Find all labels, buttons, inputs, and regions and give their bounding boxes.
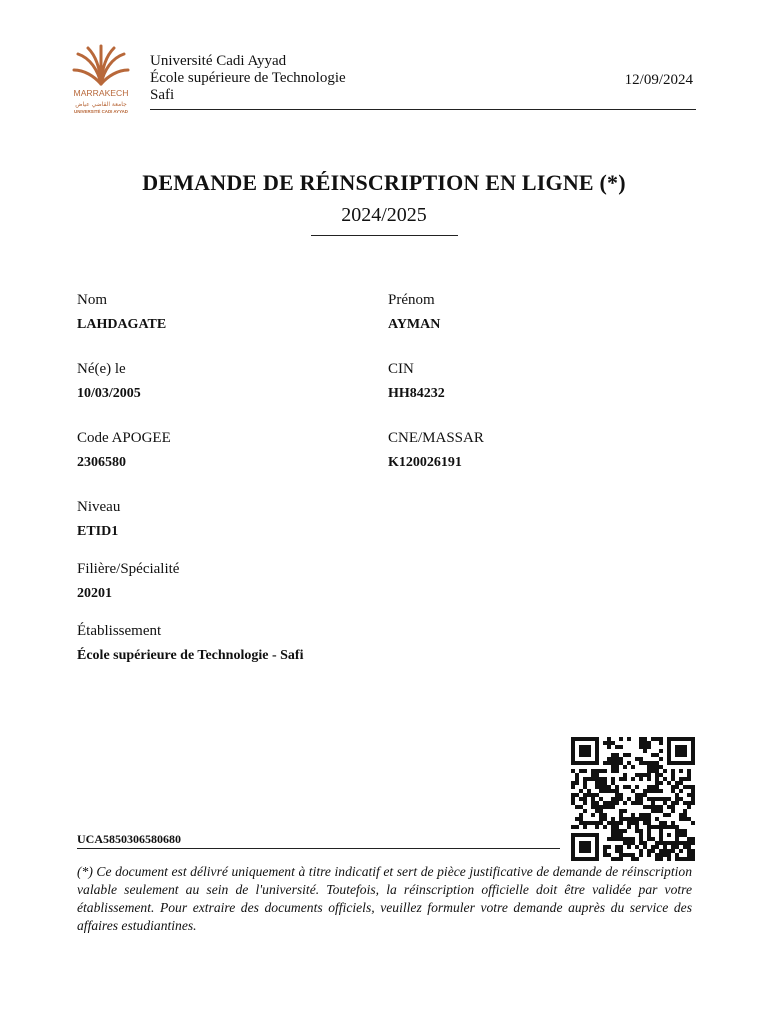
qr-code-icon bbox=[571, 737, 695, 861]
document-code: UCA5850306580680 bbox=[77, 832, 181, 846]
svg-text:UNIVERSITÉ CADI AYYAD: UNIVERSITÉ CADI AYYAD bbox=[74, 109, 128, 114]
cne-value: K120026191 bbox=[388, 455, 462, 470]
svg-text:MARRAKECH: MARRAKECH bbox=[73, 88, 129, 98]
institution-block bbox=[150, 53, 346, 104]
niveau-label: Niveau bbox=[77, 499, 121, 515]
page-title: DEMANDE DE RÉINSCRIPTION EN LIGNE (*) bbox=[142, 170, 626, 195]
university-logo bbox=[70, 44, 132, 116]
school-name: École supérieure de Technologie bbox=[150, 70, 346, 86]
document-date: 12/09/2024 bbox=[624, 72, 693, 88]
cne-label: CNE/MASSAR bbox=[388, 430, 484, 446]
apogee-value: 2306580 bbox=[77, 455, 126, 470]
apogee-label: Code APOGEE bbox=[77, 430, 171, 446]
city-name: Safi bbox=[150, 87, 175, 103]
academic-year: 2024/2025 bbox=[341, 204, 427, 226]
cin-label: CIN bbox=[388, 361, 414, 377]
prenom-value: AYMAN bbox=[388, 317, 441, 332]
prenom-label: Prénom bbox=[388, 292, 435, 308]
header-divider bbox=[150, 109, 696, 110]
naissance-label: Né(e) le bbox=[77, 361, 126, 377]
filiere-label: Filière/Spécialité bbox=[77, 561, 180, 577]
etablissement-value: École supérieure de Technologie - Safi bbox=[77, 648, 304, 663]
university-name: Université Cadi Ayyad bbox=[150, 53, 287, 69]
nom-value: LAHDAGATE bbox=[77, 317, 167, 332]
naissance-value: 10/03/2005 bbox=[77, 386, 141, 401]
svg-text:جامعة القاضي عياض: جامعة القاضي عياض bbox=[75, 101, 127, 108]
year-underline bbox=[311, 235, 458, 236]
etablissement-label: Établissement bbox=[77, 623, 162, 639]
palm-logo-icon bbox=[70, 44, 132, 116]
filiere-value: 20201 bbox=[77, 586, 112, 601]
qr-code bbox=[571, 737, 695, 861]
code-divider bbox=[77, 848, 560, 849]
nom-label: Nom bbox=[77, 292, 107, 308]
cin-value: HH84232 bbox=[388, 386, 445, 401]
niveau-value: ETID1 bbox=[77, 524, 119, 539]
disclaimer-note: (*) Ce document est délivré uniquement à titre indicatif et sert de pièce justificative de demande de réinscription valable seulement au sein de l'université. Toutefois, la réinscription officielle doit être validée par votre établissement. Pour extraire des documents officiels, veuillez formuler votre demande auprès du service des affaires estudiantines. bbox=[77, 864, 692, 933]
